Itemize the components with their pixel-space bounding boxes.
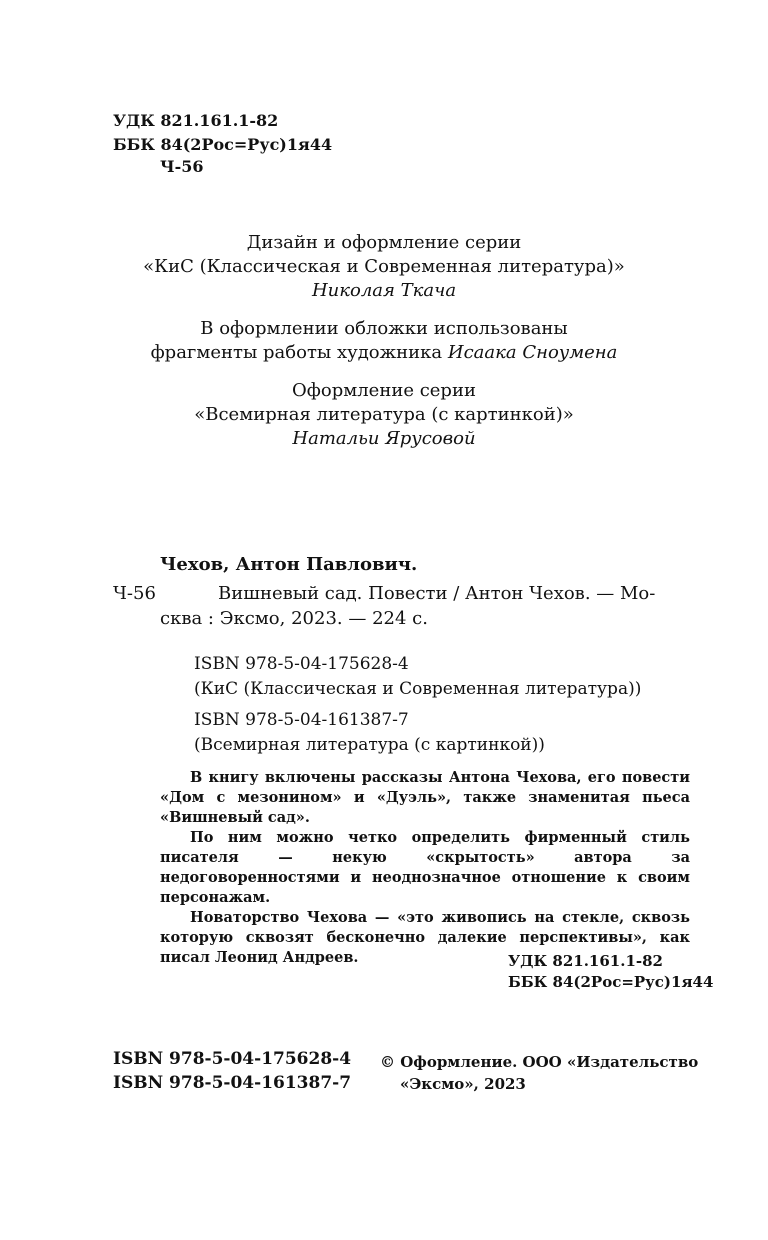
design-credit-line1: Дизайн и оформление серии <box>246 232 522 253</box>
cover-credit-name: Исаака Сноумена <box>447 342 618 363</box>
cover-credit-line2 <box>0 341 768 365</box>
bib-title-line2: сква : Эксмо, 2023. — 224 с. <box>160 608 428 629</box>
series-credit-line2: «Всемирная литература (с картинкой)» <box>194 404 574 425</box>
bib-isbn-1: ISBN 978-5-04-175628-4 <box>194 654 409 674</box>
cover-credit-prefix: фрагменты работы художника <box>150 342 448 363</box>
author-mark-top: Ч-56 <box>160 157 204 176</box>
udk-code-bottom: УДК 821.161.1-82 <box>508 952 663 970</box>
bib-mark: Ч-56 <box>113 583 156 604</box>
footer-isbn-2: ISBN 978-5-04-161387-7 <box>113 1073 352 1093</box>
annotation-paragraph-3: Новаторство Чехова — «это живопись на стекле, сквозь которую сквозят бесконечно далекие перспективы», как писал Леонид Андреев. <box>160 909 690 966</box>
bib-author: Чехов, Антон Павлович. <box>160 554 418 575</box>
bib-series-1: (КиС (Классическая и Современная литература)) <box>194 679 642 699</box>
copyright-line2: «Эксмо», 2023 <box>400 1075 526 1093</box>
design-credit-name: Николая Ткача <box>311 280 457 301</box>
copyright-line1: © Оформление. ООО «Издательство <box>380 1053 699 1071</box>
cover-credit-line1: В оформлении обложки использованы <box>200 318 568 339</box>
bib-title-line1: Вишневый сад. Повести / Антон Чехов. — Мо- <box>218 583 656 604</box>
bib-series-2: (Всемирная литература (с картинкой)) <box>194 735 545 755</box>
footer-isbn-1: ISBN 978-5-04-175628-4 <box>113 1049 352 1069</box>
bbk-code-top: ББК 84(2Рос=Рус)1я44 <box>113 135 333 154</box>
design-credit-line2: «КиС (Классическая и Современная литература)» <box>143 256 625 277</box>
annotation-paragraph-2: По ним можно четко определить фирменный стиль писателя — некую «скрытость» автора за недоговоренностями и неоднозначное отношение к своим персонажам. <box>160 829 690 906</box>
annotation <box>160 768 690 968</box>
annotation-paragraph-1: В книгу включены рассказы Антона Чехова, его повести «Дом с мезонином» и «Дуэль», также знаменитая пьеса «Вишневый сад». <box>160 769 690 826</box>
udk-code-top: УДК 821.161.1-82 <box>113 111 279 130</box>
series-credit-name: Натальи Ярусовой <box>292 428 476 449</box>
bib-isbn-2: ISBN 978-5-04-161387-7 <box>194 710 409 730</box>
series-credit-line1: Оформление серии <box>292 380 476 401</box>
bbk-code-bottom: ББК 84(2Рос=Рус)1я44 <box>508 973 714 991</box>
